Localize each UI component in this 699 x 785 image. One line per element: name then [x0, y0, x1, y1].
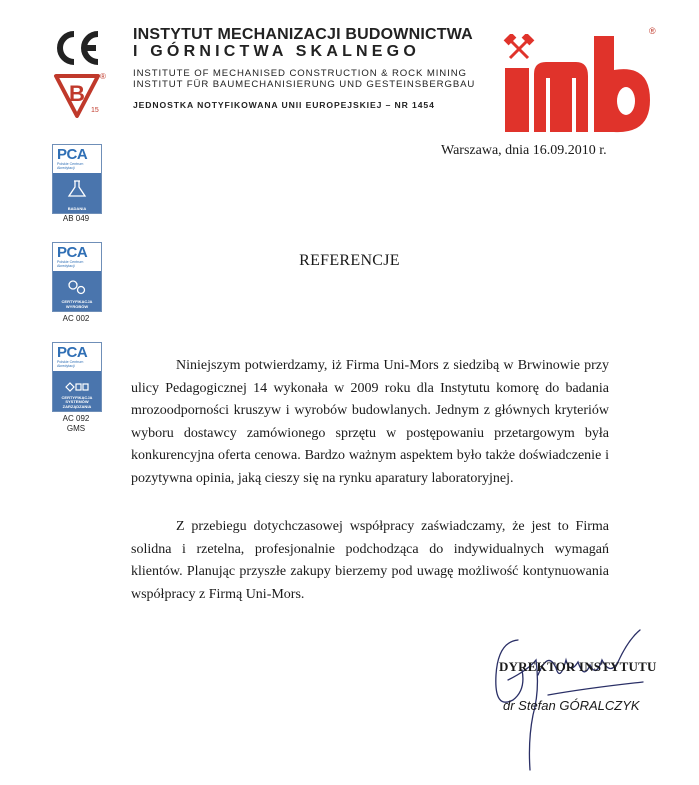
signatory-title: DYREKTOR INSTYTUTU: [499, 659, 657, 674]
registered-mark: ®: [100, 72, 106, 81]
pca-org: Polskie Centrum Akredytacji: [57, 162, 84, 170]
pca-code: AC 092 GMS: [62, 414, 90, 433]
letterhead: [133, 26, 493, 110]
pca-logo: PCA: [57, 146, 88, 163]
pca-org: Polskie Centrum Akredytacji: [57, 360, 84, 368]
b-mark-number: 15: [91, 107, 99, 114]
institute-name-line1: INSTYTUT MECHANIZACJI BUDOWNICTWA: [133, 26, 473, 43]
pca-panel: [53, 371, 101, 411]
signatory-name: dr Stefan GÓRALCZYK: [503, 698, 640, 713]
institute-name-line2: I GÓRNICTWA SKALNEGO: [133, 43, 420, 60]
logo-registered-mark: ®: [649, 26, 656, 36]
pca-org: Polskie Centrum Akredytacji: [57, 260, 84, 268]
imb-logo-icon: [502, 34, 652, 142]
system-diagram-icon: [65, 377, 89, 397]
pca-caption: CERTYFIKACJA SYSTEMÓW ZARZĄDZANIA: [61, 394, 93, 409]
letter-paragraph-2: Z przebiegu dotychczasowej współpracy zaświadczamy, że jest to Firma solidna i rzetelna, profesjonalnie podchodząca do indywidualnych wymagań klientów. Planując przyszłe zakupy bierzemy pod uwagę możliwość kontynuowania współpracy z Firmą Uni-Mors.: [131, 519, 609, 602]
ce-mark-icon: [52, 28, 102, 68]
letter-paragraph-1: Niniejszym potwierdzamy, iż Firma Uni-Mors z siedzibą w Brwinowie przy ulicy Pedagogicznej 14 wykonała w 2009 roku dla Instytutu komorę do badania mrozoodporności kruszyw i wyrobów budowlanych. Jednym z głównych kryteriów wyboru dostawcy zamówionego sprzętu w postępowaniu przetargowym była konkurencyjna oferta cenowa. Bardzo ważnym aspektem było także doświadczenie i pozytywna opinia, jaką cieszy się na rynku aparatury laboratoryjnej.: [131, 358, 609, 486]
institute-name-english: INSTITUTE OF MECHANISED CONSTRUCTION & ROCK MINING: [133, 68, 467, 79]
institute-name-german: INSTITUT FÜR BAUMECHANISIERUNG UND GESTEINSBERGBAU: [133, 79, 476, 90]
flask-icon: [65, 179, 89, 199]
letter-date: Warszawa, dnia 16.09.2010 r.: [441, 143, 607, 158]
pca-code: AC 002: [62, 314, 90, 323]
pca-panel: [53, 173, 101, 213]
pca-caption: BADANIA: [67, 205, 87, 211]
pca-logo: PCA: [57, 344, 88, 361]
pca-code: AB 049: [62, 214, 90, 223]
gears-icon: [65, 277, 89, 297]
pca-badge-management: [52, 342, 102, 412]
pca-logo: PCA: [57, 244, 88, 261]
pca-badge-testing: [52, 144, 102, 214]
notified-body: JEDNOSTKA NOTYFIKOWANA UNII EUROPEJSKIEJ – NR 1454: [133, 100, 435, 110]
pca-panel: [53, 271, 101, 311]
pca-caption: CERTYFIKACJA WYROBÓW: [61, 299, 93, 309]
letter-heading: REFERENCJE: [299, 252, 400, 269]
b-mark-letter: B: [69, 81, 85, 106]
